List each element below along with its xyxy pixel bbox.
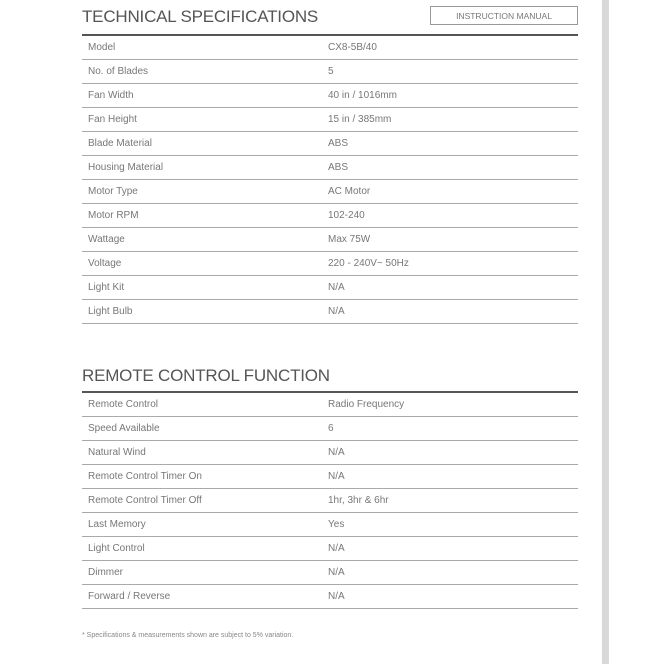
spec-value: 1hr, 3hr & 6hr — [328, 495, 389, 506]
table-row — [82, 585, 578, 609]
spec-value: 40 in / 1016mm — [328, 90, 397, 101]
table-row — [82, 513, 578, 537]
table-row — [82, 465, 578, 489]
table-row — [82, 252, 578, 276]
spec-label: Natural Wind — [88, 447, 146, 458]
table-row — [82, 132, 578, 156]
spec-value: 5 — [328, 66, 334, 77]
tech-spec-table — [82, 34, 578, 324]
spec-label: Voltage — [88, 258, 122, 269]
spec-value: CX8-5B/40 — [328, 42, 377, 53]
spec-value: N/A — [328, 567, 345, 578]
spec-label: Wattage — [88, 234, 125, 245]
spec-value: ABS — [328, 162, 349, 173]
spec-value: 102-240 — [328, 210, 365, 221]
instruction-manual-button[interactable]: INSTRUCTION MANUAL — [430, 6, 578, 25]
spec-label: Motor RPM — [88, 210, 139, 221]
table-row — [82, 276, 578, 300]
spec-value: N/A — [328, 591, 345, 602]
spec-label: Forward / Reverse — [88, 591, 171, 602]
table-row — [82, 156, 578, 180]
table-row — [82, 84, 578, 108]
spec-value: AC Motor — [328, 186, 371, 197]
spec-value: 220 - 240V~ 50Hz — [328, 258, 409, 269]
footnote: * Specifications & measurements shown are subject to 5% variation. — [82, 632, 294, 639]
spec-value: 6 — [328, 423, 334, 434]
spec-label: Motor Type — [88, 186, 138, 197]
table-row — [82, 300, 578, 324]
spec-value: N/A — [328, 306, 345, 317]
table-row — [82, 393, 578, 417]
spec-label: Last Memory — [88, 519, 146, 530]
spec-label: Light Control — [88, 543, 145, 554]
spec-label: Remote Control — [88, 399, 159, 410]
table-row — [82, 204, 578, 228]
table-row — [82, 417, 578, 441]
spec-label: Fan Height — [88, 114, 137, 125]
spec-value: Max 75W — [328, 234, 371, 245]
spec-label: Blade Material — [88, 138, 152, 149]
spec-label: Light Bulb — [88, 306, 133, 317]
spec-value: N/A — [328, 471, 345, 482]
side-divider — [602, 0, 609, 664]
table-row — [82, 36, 578, 60]
table-row — [82, 180, 578, 204]
spec-label: Light Kit — [88, 282, 125, 293]
table-row — [82, 441, 578, 465]
spec-label: Remote Control Timer Off — [88, 495, 202, 506]
spec-value: N/A — [328, 447, 345, 458]
spec-value: N/A — [328, 282, 345, 293]
table-row — [82, 108, 578, 132]
spec-value: Radio Frequency — [328, 399, 405, 410]
spec-value: ABS — [328, 138, 349, 149]
spec-label: Fan Width — [88, 90, 134, 101]
spec-value: 15 in / 385mm — [328, 114, 392, 125]
remote-control-table — [82, 391, 578, 609]
spec-label: Remote Control Timer On — [88, 471, 202, 482]
spec-value: N/A — [328, 543, 345, 554]
table-row — [82, 489, 578, 513]
spec-label: No. of Blades — [88, 66, 149, 77]
spec-label: Housing Material — [88, 162, 164, 173]
table-row — [82, 561, 578, 585]
table-row — [82, 60, 578, 84]
spec-value: Yes — [328, 519, 345, 530]
table-row — [82, 228, 578, 252]
spec-label: Speed Available — [88, 423, 160, 434]
spec-label: Dimmer — [88, 567, 123, 578]
tech-spec-title: TECHNICAL SPECIFICATIONS — [82, 7, 319, 26]
remote-control-title: REMOTE CONTROL FUNCTION — [82, 366, 330, 385]
spec-label: Model — [88, 42, 116, 53]
table-row — [82, 537, 578, 561]
